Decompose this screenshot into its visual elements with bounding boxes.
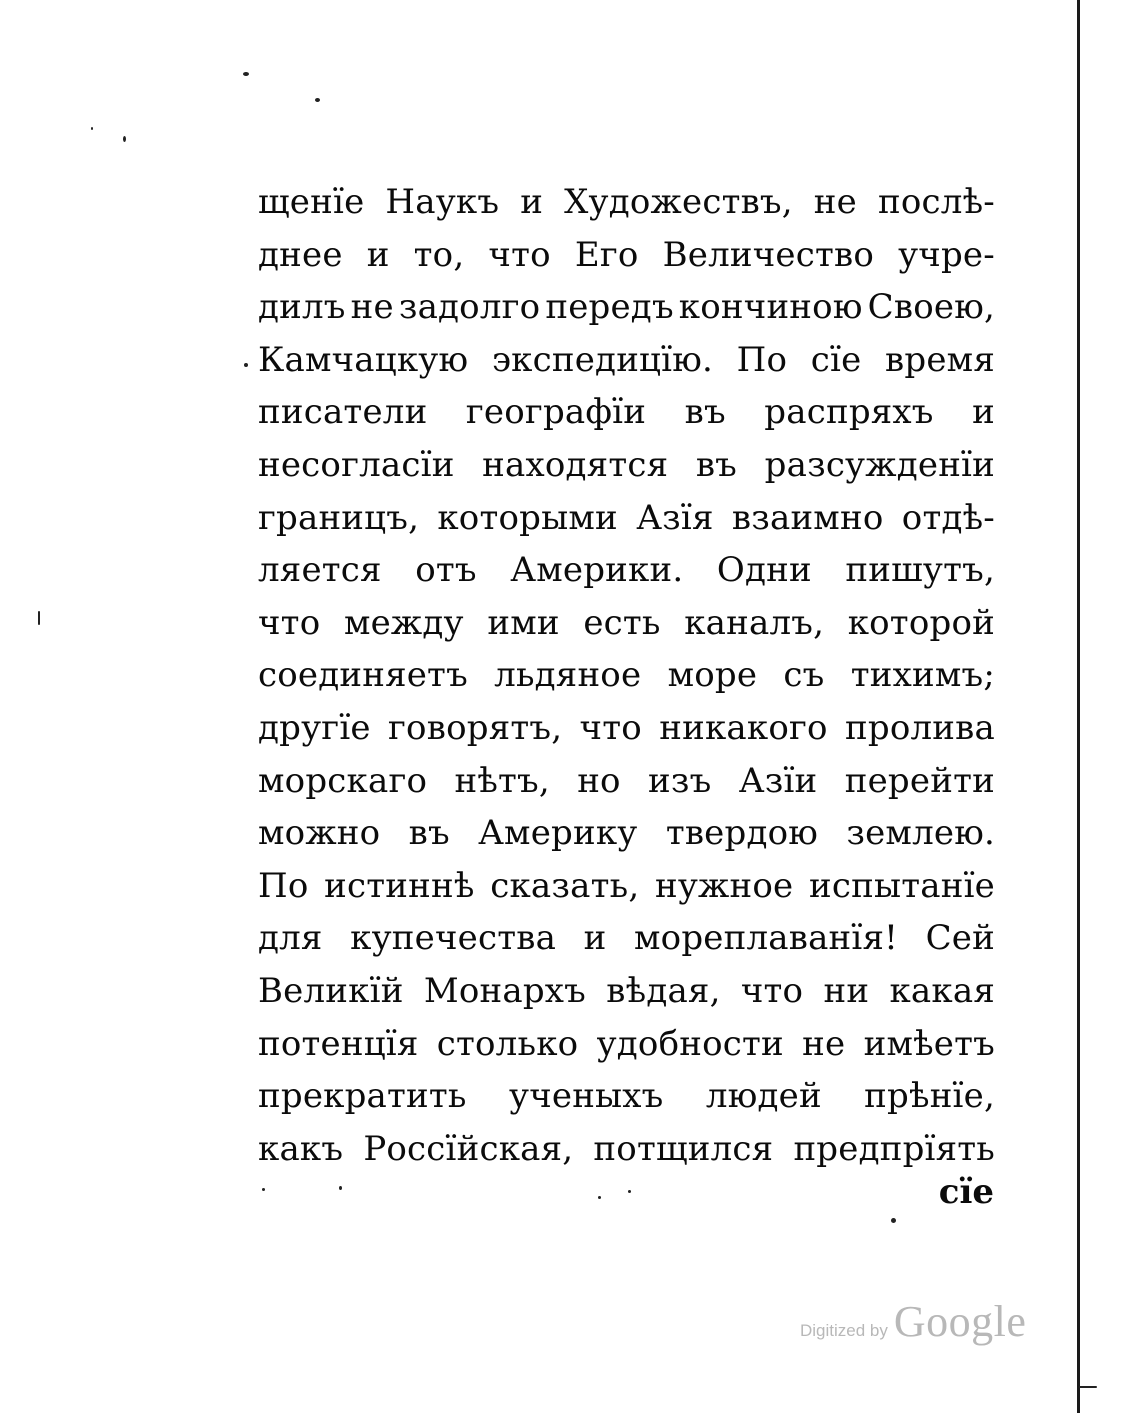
word: По (736, 339, 788, 380)
word: кончиною (678, 287, 863, 328)
word: Сей (925, 918, 995, 959)
word: Америки. (510, 550, 684, 591)
text-line (258, 1123, 995, 1176)
text-line (258, 176, 995, 229)
word: Его (574, 234, 639, 275)
word: отдѣ- (901, 497, 995, 538)
word: морскаго (258, 760, 428, 801)
word: находятся (482, 444, 669, 485)
word: взаимно (731, 497, 884, 538)
word: между (343, 602, 464, 643)
word: Камчацкую (258, 339, 469, 380)
word: учре- (898, 234, 995, 275)
text-line (258, 1070, 995, 1123)
word: что (258, 602, 321, 643)
ink-speck (38, 611, 40, 625)
word: есть (583, 602, 661, 643)
word: время (885, 339, 995, 380)
word: и (583, 918, 607, 959)
word: что (488, 234, 551, 275)
text-line (258, 334, 995, 387)
word: днее (258, 234, 343, 275)
word: столько (436, 1023, 579, 1064)
text-line (258, 807, 995, 860)
word: Азїя (636, 497, 714, 538)
word: море (667, 655, 758, 696)
text-line (258, 597, 995, 650)
word: испытанїе (809, 865, 995, 906)
word: вѣдая, (606, 970, 721, 1011)
word: географїи (465, 392, 647, 433)
watermark-brand: Google (893, 1297, 1027, 1346)
word: дилъ (258, 287, 346, 328)
ink-speck (244, 363, 248, 367)
ink-speck (123, 136, 126, 142)
word: ляется (258, 550, 382, 591)
word: Художествъ, (564, 182, 793, 222)
ink-speck (339, 1186, 342, 1190)
word: ими (487, 602, 560, 643)
word: пишутъ, (845, 550, 995, 591)
word: писатели (258, 392, 428, 433)
ink-speck (91, 127, 93, 130)
word: и (520, 182, 544, 222)
text-line (258, 386, 995, 439)
word: Россїйская, (363, 1128, 574, 1169)
text-line (258, 544, 995, 597)
word: Наукъ (385, 182, 500, 222)
word: можно (258, 813, 381, 854)
word: потенцїя (258, 1023, 419, 1064)
word: щенїе (258, 182, 365, 222)
word: нужное (654, 865, 794, 906)
word: въ (408, 813, 450, 854)
word: Великїй (258, 970, 404, 1011)
word: прекратить (258, 1076, 467, 1117)
word: что (579, 707, 642, 748)
word: сїе (810, 339, 862, 380)
word: въ (695, 444, 738, 485)
text-line (258, 229, 995, 282)
word: тихимъ; (850, 655, 995, 696)
ink-speck (628, 1190, 631, 1193)
ink-speck (243, 72, 249, 76)
word: не (802, 1023, 846, 1064)
word: По (258, 865, 309, 906)
word: Америку (478, 813, 638, 854)
body-text (258, 176, 995, 1175)
word: послѣ- (878, 182, 995, 222)
text-line (258, 860, 995, 913)
word: никакого (659, 707, 828, 748)
text-line (258, 912, 995, 965)
word: которыми (437, 497, 618, 538)
word: удобности (596, 1023, 784, 1064)
word: въ (684, 392, 726, 433)
word: не (813, 182, 857, 222)
word: передъ (545, 287, 674, 328)
text-line (258, 702, 995, 755)
word: пролива (845, 707, 995, 748)
text-line (258, 281, 995, 334)
word: мореплаванїя! (634, 918, 899, 959)
word: что (740, 970, 804, 1011)
text-line (258, 439, 995, 492)
word: землею. (846, 813, 995, 854)
word: ученыхъ (508, 1076, 664, 1117)
word: несогласїи (258, 444, 455, 485)
word: изъ (648, 760, 712, 801)
word: твердою (665, 813, 819, 854)
word: и (366, 234, 390, 275)
word: отъ (415, 550, 477, 591)
text-line (258, 965, 995, 1018)
word: предпрїять (793, 1128, 995, 1169)
ink-speck (315, 98, 320, 102)
ink-speck (598, 1196, 601, 1199)
word: Своею, (867, 287, 995, 328)
page-edge (1077, 0, 1080, 1413)
text-line (258, 649, 995, 702)
text-line (258, 492, 995, 545)
word: распряхъ (764, 392, 934, 433)
text-line (258, 755, 995, 808)
word: но (577, 760, 621, 801)
word: не (350, 287, 394, 328)
ink-speck (1079, 1386, 1097, 1388)
watermark-prefix: Digitized by (800, 1321, 888, 1340)
word: Монархъ (423, 970, 587, 1011)
word: соединяетъ (258, 655, 468, 696)
catchword: сїе (938, 1172, 994, 1212)
ink-speck (262, 1188, 265, 1191)
word: другїе (258, 707, 371, 748)
word: то, (413, 234, 465, 275)
ink-speck (891, 1218, 896, 1223)
word: ни (823, 970, 870, 1011)
word: имѣетъ (863, 1023, 995, 1064)
word: разсужденїи (764, 444, 995, 485)
word: задолго (398, 287, 541, 328)
digitized-by-google-watermark (800, 1296, 1026, 1347)
word: которой (847, 602, 995, 643)
word: Одни (716, 550, 812, 591)
word: людей (705, 1076, 822, 1117)
word: льдяное (494, 655, 642, 696)
word: сказать, (490, 865, 640, 906)
word: съ (783, 655, 825, 696)
word: прѣнїе, (864, 1076, 995, 1117)
word: какая (889, 970, 995, 1011)
text-line (258, 1018, 995, 1071)
word: истиннѣ (324, 865, 475, 906)
word: для (258, 918, 323, 959)
word: Величество (662, 234, 875, 275)
word: нѣтъ, (454, 760, 550, 801)
word: границъ, (258, 497, 420, 538)
word: потщился (593, 1128, 774, 1169)
word: какъ (258, 1128, 344, 1169)
word: экспедицїю. (491, 339, 713, 380)
word: каналъ, (684, 602, 825, 643)
word: говорятъ, (388, 707, 563, 748)
word: купечества (350, 918, 557, 959)
word: перейти (844, 760, 995, 801)
word: и (972, 392, 995, 433)
word: Азїи (738, 760, 818, 801)
